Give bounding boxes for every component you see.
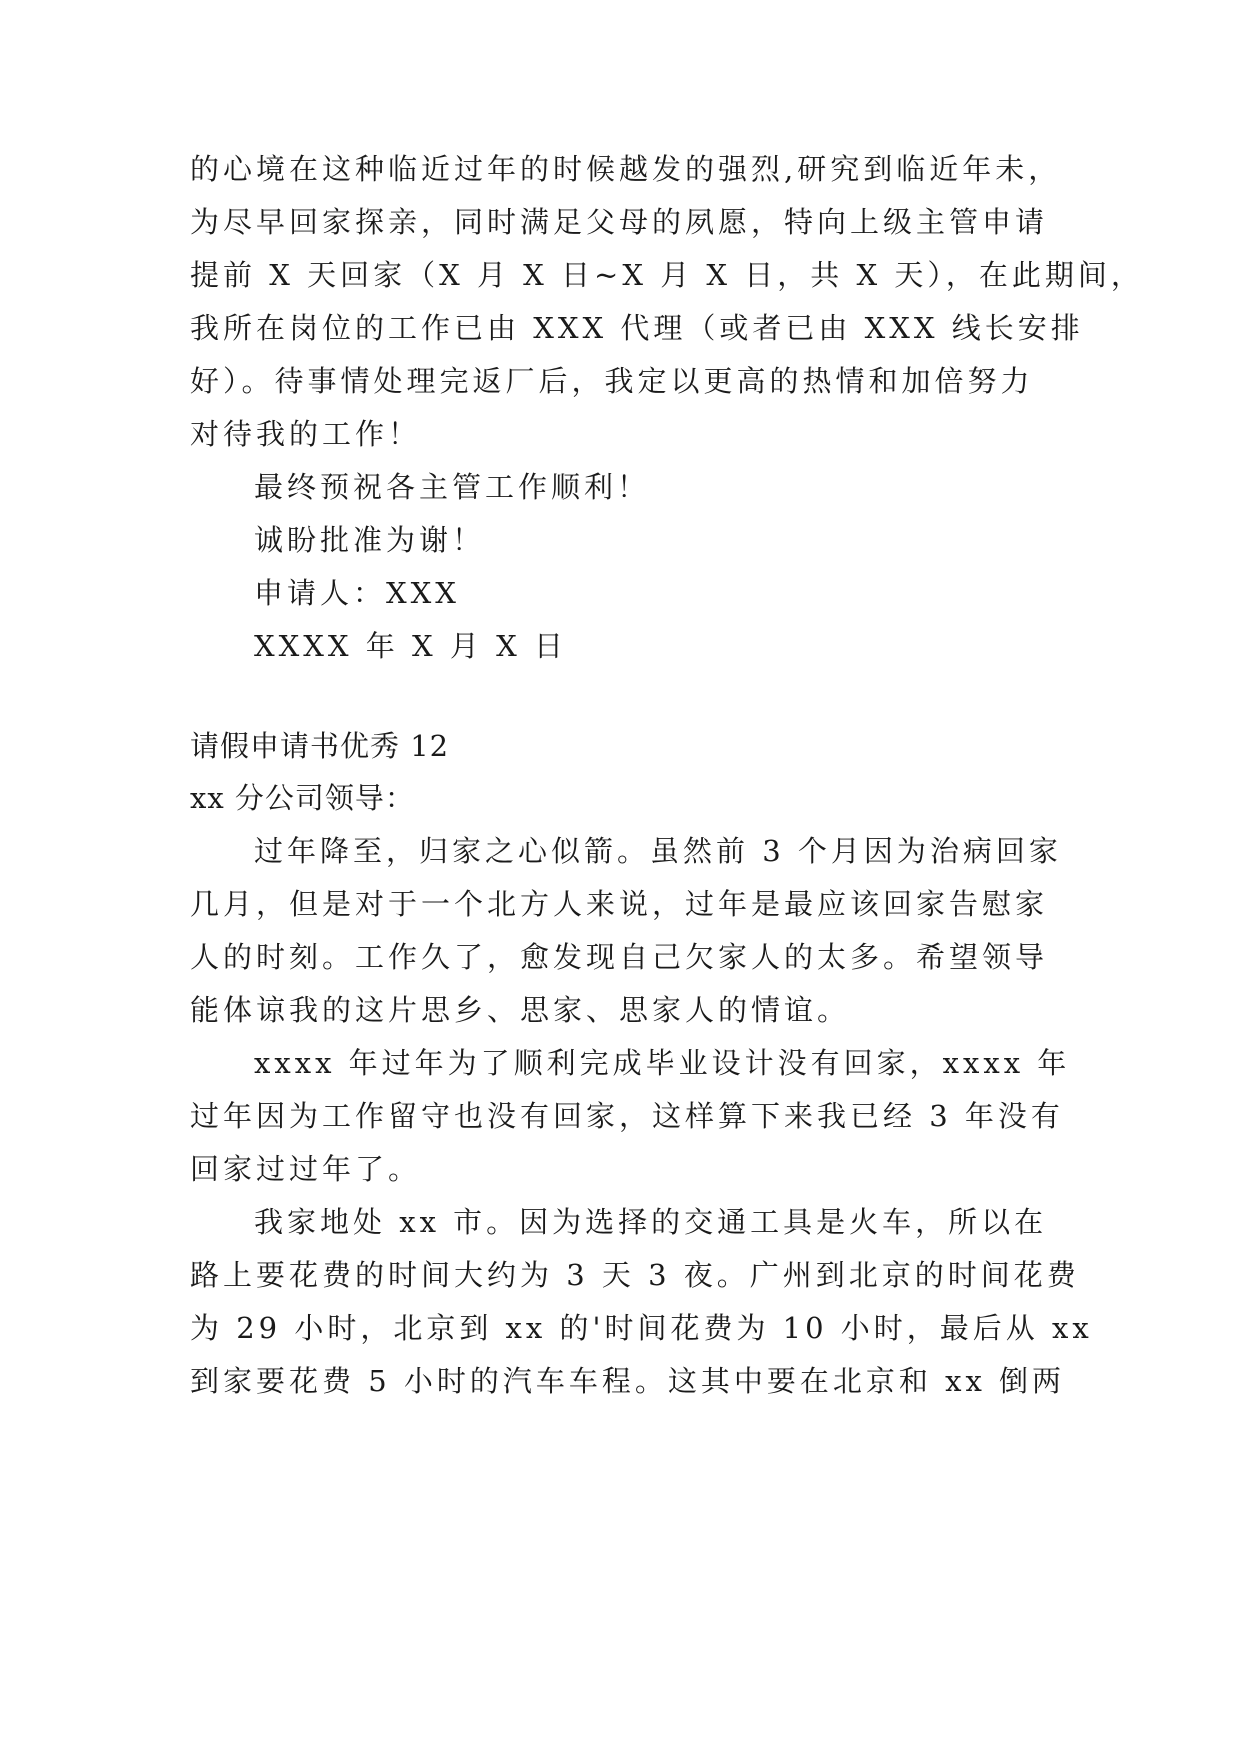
applicant-signature: 申请人：XXX (254, 576, 460, 610)
section-title: 请假申请书优秀 12 (190, 729, 450, 763)
paragraph-line: 提前 X 天回家（X 月 X 日~X 月 X 日，共 X 天），在此期间， (190, 258, 1144, 292)
paragraph-line: 对待我的工作！ (190, 417, 422, 451)
paragraph-line: 我所在岗位的工作已由 XXX 代理（或者已由 XXX 线长安排 (190, 311, 1084, 345)
paragraph-line: 过年因为工作留守也没有回家，这样算下来我已经 3 年没有 (190, 1099, 1064, 1133)
closing-wish: 最终预祝各主管工作顺利！ (254, 470, 651, 504)
paragraph-line: 几月，但是对于一个北方人来说，过年是最应该回家告慰家 (190, 887, 1049, 921)
paragraph-line: 能体谅我的这片思乡、思家、思家人的情谊。 (190, 993, 851, 1027)
paragraph-line: 的心境在这种临近过年的时候越发的强烈,研究到临近年未， (190, 152, 1062, 186)
closing-request: 诚盼批准为谢！ (254, 523, 486, 557)
paragraph-line: 好）。待事情处理完返厂后，我定以更高的热情和加倍努力 (190, 364, 1034, 398)
paragraph-line: 为 29 小时，北京到 xx 的'时间花费为 10 小时，最后从 xx (190, 1311, 1093, 1345)
paragraph-line: 路上要花费的时间大约为 3 天 3 夜。广州到北京的时间花费 (190, 1258, 1080, 1292)
paragraph-line: 为尽早回家探亲，同时满足父母的夙愿，特向上级主管申请 (190, 205, 1049, 239)
paragraph-line: 人的时刻。工作久了，愈发现自己欠家人的太多。希望领导 (190, 940, 1049, 974)
paragraph-line: xxxx 年过年为了顺利完成毕业设计没有回家，xxxx 年 (254, 1046, 1071, 1080)
paragraph-line: 过年降至，归家之心似箭。虽然前 3 个月因为治病回家 (254, 834, 1062, 868)
paragraph-line: 我家地处 xx 市。因为选择的交通工具是火车，所以在 (254, 1205, 1048, 1239)
signature-date: XXXX 年 X 月 X 日 (254, 629, 567, 663)
salutation: xx 分公司领导： (190, 781, 415, 815)
paragraph-line: 到家要花费 5 小时的汽车车程。这其中要在北京和 xx 倒两 (190, 1364, 1066, 1398)
paragraph-line: 回家过过年了。 (190, 1152, 422, 1186)
